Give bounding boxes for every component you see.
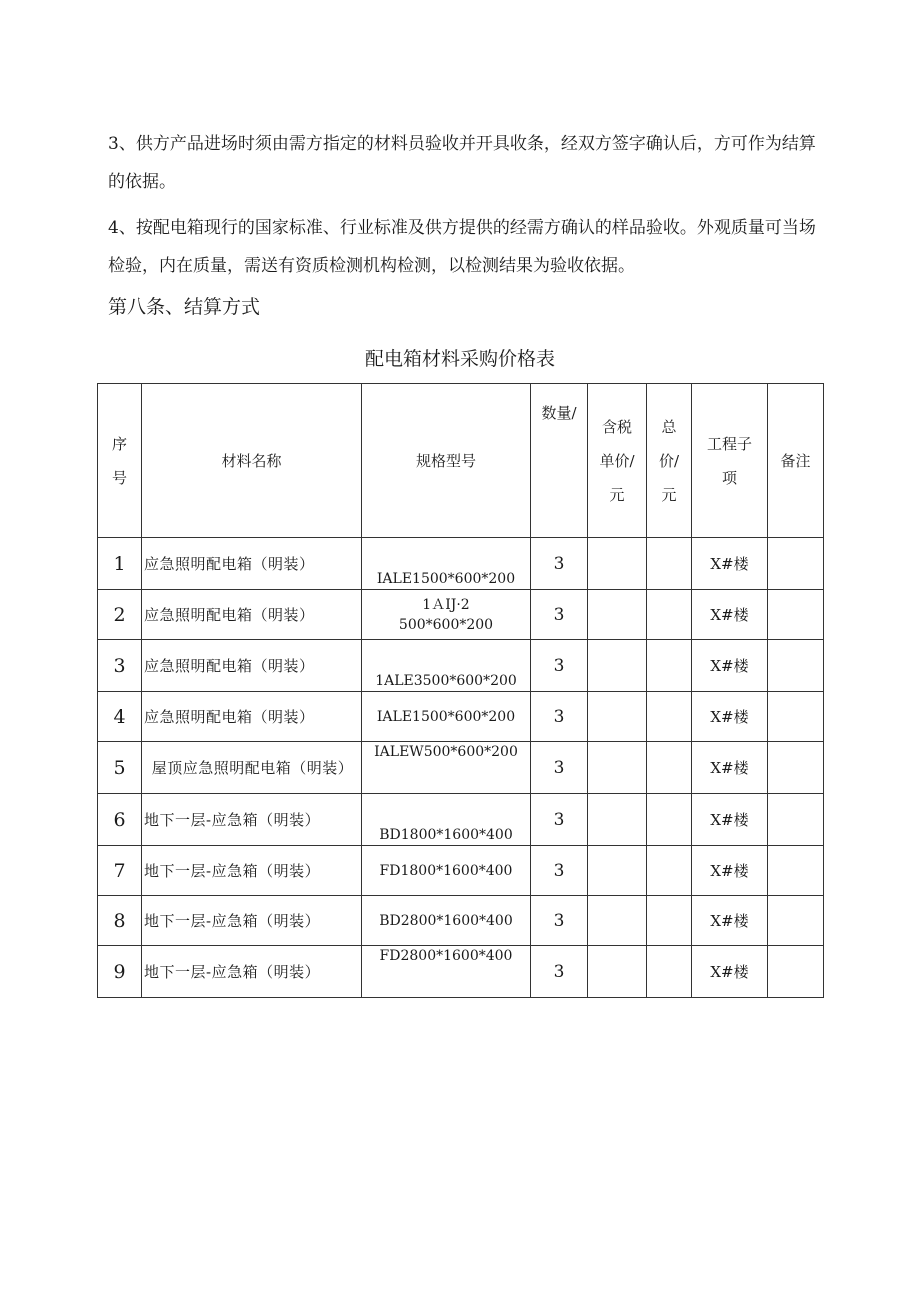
header-seq-line2: 号	[111, 468, 127, 487]
header-total	[647, 384, 692, 538]
cell-subproject: X#楼	[692, 946, 768, 998]
cell-name: 地下一层-应急箱（明装）	[142, 896, 362, 946]
cell-name: 地下一层-应急箱（明装）	[142, 946, 362, 998]
table-row	[98, 846, 824, 896]
cell-subproject: X#楼	[692, 538, 768, 590]
cell-spec: 1ＡIJ·2 500*600*200	[362, 590, 531, 640]
cell-unit-price	[588, 640, 647, 692]
cell-name: 屋顶应急照明配电箱（明装）	[142, 742, 362, 794]
cell-unit-price	[588, 794, 647, 846]
cell-subproject: X#楼	[692, 846, 768, 896]
cell-total	[647, 946, 692, 998]
cell-remark	[768, 896, 824, 946]
header-total-line3: 元	[661, 485, 677, 504]
cell-unit-price	[588, 590, 647, 640]
header-remark: 备注	[768, 384, 824, 538]
cell-total	[647, 846, 692, 896]
table-row	[98, 794, 824, 846]
header-seq-line1: 序	[111, 434, 127, 453]
cell-subproject: X#楼	[692, 896, 768, 946]
cell-seq: 7	[98, 846, 142, 896]
cell-seq: 1	[98, 538, 142, 590]
cell-total	[647, 794, 692, 846]
header-subproject	[692, 384, 768, 538]
cell-qty: 3	[531, 538, 588, 590]
cell-unit-price	[588, 896, 647, 946]
header-unit-price	[588, 384, 647, 538]
cell-subproject: X#楼	[692, 794, 768, 846]
cell-remark	[768, 692, 824, 742]
cell-qty: 3	[531, 846, 588, 896]
cell-subproject: X#楼	[692, 742, 768, 794]
header-qty-label: 数量/	[541, 404, 577, 422]
cell-seq: 2	[98, 590, 142, 640]
cell-name: 地下一层-应急箱（明装）	[142, 846, 362, 896]
cell-spec: FD1800*1600*400	[362, 846, 531, 896]
cell-unit-price	[588, 742, 647, 794]
cell-spec: IALE1500*600*200	[362, 692, 531, 742]
header-seq	[98, 384, 142, 538]
table-row	[98, 538, 824, 590]
cell-remark	[768, 640, 824, 692]
cell-spec: FD2800*1600*400	[362, 946, 531, 998]
cell-total	[647, 590, 692, 640]
header-subproject-line1: 工程子	[706, 434, 752, 453]
cell-spec: BD2800*1600*400	[362, 896, 531, 946]
cell-name: 应急照明配电箱（明装）	[142, 590, 362, 640]
header-unit-price-line2: 单价/	[599, 451, 635, 470]
cell-remark	[768, 742, 824, 794]
cell-qty: 3	[531, 946, 588, 998]
cell-seq: 5	[98, 742, 142, 794]
cell-qty: 3	[531, 590, 588, 640]
cell-unit-price	[588, 946, 647, 998]
header-total-line1: 总	[661, 417, 677, 436]
cell-qty: 3	[531, 794, 588, 846]
cell-qty: 3	[531, 640, 588, 692]
cell-remark	[768, 794, 824, 846]
cell-unit-price	[588, 538, 647, 590]
table-row	[98, 590, 824, 640]
cell-remark	[768, 590, 824, 640]
cell-unit-price	[588, 846, 647, 896]
cell-spec: IALE1500*600*200	[362, 538, 531, 590]
cell-unit-price	[588, 692, 647, 742]
table-header-row	[98, 384, 824, 538]
cell-remark	[768, 946, 824, 998]
cell-qty: 3	[531, 896, 588, 946]
section-heading: 第八条、结算方式	[108, 296, 261, 318]
cell-total	[647, 692, 692, 742]
cell-seq: 6	[98, 794, 142, 846]
cell-spec: 1ALE3500*600*200	[362, 640, 531, 692]
cell-name: 应急照明配电箱（明装）	[142, 692, 362, 742]
cell-name: 地下一层-应急箱（明装）	[142, 794, 362, 846]
clause-4-paragraph: 4、按配电箱现行的国家标准、行业标准及供方提供的经需方确认的样品验收。外观质量可当场检验，内在质量，需送有资质检测机构检测，以检测结果为验收依据。	[108, 218, 816, 276]
cell-total	[647, 640, 692, 692]
cell-qty: 3	[531, 742, 588, 794]
cell-remark	[768, 538, 824, 590]
cell-qty: 3	[531, 692, 588, 742]
header-unit-price-line1: 含税	[601, 417, 632, 436]
price-table	[97, 383, 824, 998]
cell-total	[647, 742, 692, 794]
header-total-line2: 价/	[658, 451, 680, 470]
cell-subproject: X#楼	[692, 692, 768, 742]
cell-name: 应急照明配电箱（明装）	[142, 538, 362, 590]
cell-total	[647, 896, 692, 946]
header-name: 材料名称	[142, 384, 362, 538]
cell-spec: BD1800*1600*400	[362, 794, 531, 846]
cell-remark	[768, 846, 824, 896]
table-row	[98, 946, 824, 998]
table-row	[98, 640, 824, 692]
clause-3-paragraph: 3、供方产品进场时须由需方指定的材料员验收并开具收条，经双方签字确认后，方可作为结算的依据。	[108, 134, 816, 192]
header-qty	[531, 384, 588, 538]
cell-name: 应急照明配电箱（明装）	[142, 640, 362, 692]
table-row	[98, 896, 824, 946]
cell-subproject: X#楼	[692, 640, 768, 692]
cell-seq: 9	[98, 946, 142, 998]
header-subproject-line2: 项	[721, 468, 737, 487]
table-title: 配电箱材料采购价格表	[364, 348, 555, 370]
cell-spec: IALEW500*600*200	[362, 742, 531, 794]
cell-seq: 3	[98, 640, 142, 692]
cell-seq: 4	[98, 692, 142, 742]
cell-total	[647, 538, 692, 590]
cell-subproject: X#楼	[692, 590, 768, 640]
header-unit-price-line3: 元	[609, 485, 625, 504]
table-row	[98, 742, 824, 794]
table-row	[98, 692, 824, 742]
header-spec: 规格型号	[362, 384, 531, 538]
cell-seq: 8	[98, 896, 142, 946]
